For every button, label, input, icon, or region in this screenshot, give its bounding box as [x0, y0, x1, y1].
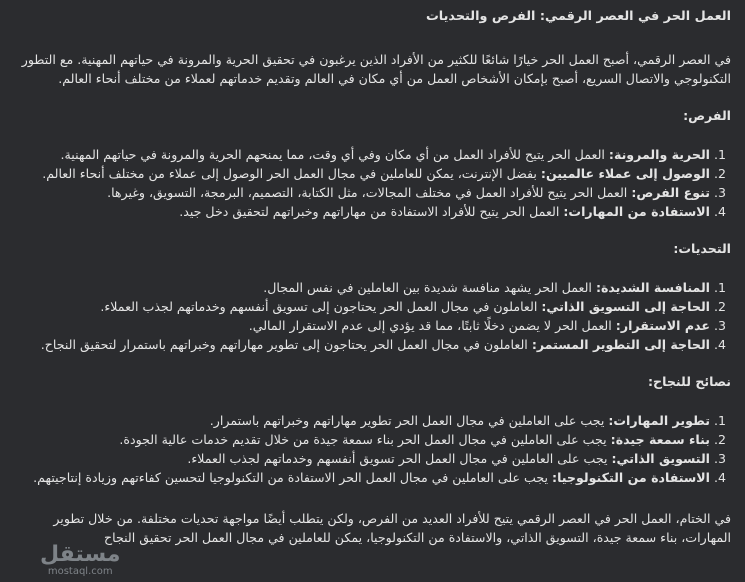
section-heading-opportunities: الفرص:: [683, 108, 731, 123]
section-challenges: [8, 239, 731, 354]
section-heading-tips: نصائح للنجاح:: [648, 374, 731, 389]
list-item: [8, 411, 710, 430]
list-item: [8, 297, 710, 316]
item-text: العمل الحر يتيح للأفراد العمل في مختلف المجالات، مثل الكتابة، التصميم، البرمجة، التسويق، وغيرها.: [107, 185, 632, 200]
list-item: [8, 316, 710, 335]
item-term: الحاجة إلى التسويق الذاتي:: [541, 299, 710, 314]
item-term: الاستفادة من المهارات:: [563, 204, 710, 219]
section-opportunities: [8, 106, 731, 221]
item-term: الحرية والمرونة:: [608, 147, 710, 162]
watermark: [40, 544, 120, 578]
item-text: يجب على العاملين في مجال العمل الحر بناء سمعة جيدة من خلال تقديم خدمات عالية الجودة.: [119, 432, 611, 447]
item-term: الوصول إلى عملاء عالميين:: [540, 166, 710, 181]
item-text: يجب على العاملين في مجال العمل الحر تطوير مهاراتهم وخبراتهم باستمرار.: [209, 413, 609, 428]
list-item: [8, 183, 710, 202]
list-item: [8, 278, 710, 297]
item-text: يجب على العاملين في مجال العمل الحر الاستفادة من التكنولوجيا لتحسين كفاءتهم وزيادة إنتاجيتهم.: [33, 470, 553, 485]
item-term: بناء سمعة جيدة:: [610, 432, 710, 447]
item-text: العمل الحر يشهد منافسة شديدة بين العاملين في نفس المجال.: [263, 280, 596, 295]
item-text: العمل الحر لا يضمن دخلًا ثابتًا، مما قد يؤدي إلى عدم الاستقرار المالي.: [248, 318, 616, 333]
list-item: [8, 145, 710, 164]
item-text: بفضل الإنترنت، يمكن للعاملين في مجال العمل الحر الوصول إلى عملاء من مختلف أنحاء العالم.: [42, 166, 541, 181]
list-item: [8, 468, 710, 487]
watermark-url: mostaql.com: [47, 566, 113, 577]
watermark-logo: مستقل: [40, 542, 121, 567]
item-term: تنوع الفرص:: [631, 185, 710, 200]
list-item: [8, 335, 710, 354]
list-item: [8, 449, 710, 468]
item-term: المنافسة الشديدة:: [595, 280, 710, 295]
item-term: الاستفادة من التكنولوجيا:: [552, 470, 710, 485]
list-item: [8, 430, 710, 449]
item-term: الحاجة إلى التطوير المستمر:: [531, 337, 710, 352]
item-term: عدم الاستقرار:: [615, 318, 710, 333]
section-tips: [8, 372, 731, 487]
tips-list: [8, 411, 731, 487]
item-text: العاملون في مجال العمل الحر يحتاجون إلى تسويق أنفسهم وخدماتهم لجذب العملاء.: [100, 299, 542, 314]
item-term: تطوير المهارات:: [608, 413, 710, 428]
intro-paragraph: في العصر الرقمي، أصبح العمل الحر خيارًا شائعًا للكثير من الأفراد الذين يرغبون في تحقيق الحرية والمرونة في حياتهم المهنية. مع التطور التكنولوجي والاتصال السريع، أصبح بإمكان الأشخاص العمل من أي مكان في العالم وتقديم خدماتهم لعملاء من مختلف أنحاء العالم.: [21, 52, 731, 86]
conclusion-paragraph: في الختام، العمل الحر في العصر الرقمي يتيح للأفراد العديد من الفرص، ولكن يتطلب أيضًا مواجهة تحديات مختلفة. من خلال تطوير المهارات، بناء سمعة جيدة، التسويق الذاتي، والاستفادة من التكنولوجيا، يمكن للعاملين في مجال العمل الحر تحقيق النجاح: [53, 511, 731, 545]
list-item: [8, 164, 710, 183]
challenges-list: [8, 278, 731, 354]
item-text: العاملون في مجال العمل الحر يحتاجون إلى تطوير مهاراتهم وخبراتهم باستمرار لتحقيق النجاح.: [40, 337, 532, 352]
list-item: [8, 202, 710, 221]
opportunities-list: [8, 145, 731, 221]
item-term: التسويق الذاتي:: [611, 451, 710, 466]
document-title: العمل الحر في العصر الرقمي: الفرص والتحديات: [425, 9, 731, 24]
item-text: يجب على العاملين في مجال العمل الحر تسويق أنفسهم وخدماتهم لجذب العملاء.: [187, 451, 612, 466]
section-heading-challenges: التحديات:: [673, 241, 731, 256]
item-text: العمل الحر يتيح للأفراد العمل من أي مكان وفي أي وقت، مما يمنحهم الحرية والمرونة في حياتهم المهنية.: [60, 147, 609, 162]
item-text: العمل الحر يتيح للأفراد الاستفادة من مهاراتهم وخبراتهم لتحقيق دخل جيد.: [179, 204, 564, 219]
